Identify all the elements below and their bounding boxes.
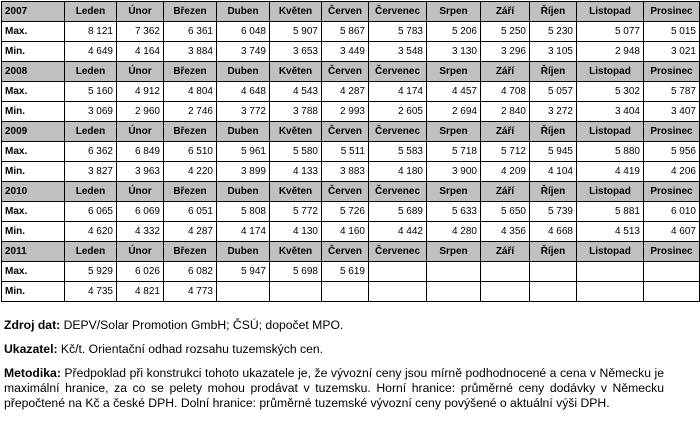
price-cell: 7 362 [117,22,164,42]
price-cell: 5 057 [530,82,577,102]
price-cell: 5 302 [577,82,644,102]
month-header: Leden [65,2,117,22]
price-cell: 3 772 [217,102,270,122]
row-label-min: Min. [2,162,65,182]
price-cell: 6 082 [164,262,217,282]
table-row-max [2,262,700,282]
price-cell: 5 250 [481,22,530,42]
price-cell: 3 963 [117,162,164,182]
price-cell: 5 787 [644,82,700,102]
price-cell: 4 457 [427,82,481,102]
price-cell: 5 956 [644,142,700,162]
month-header: Březen [164,62,217,82]
price-cell: 4 287 [164,222,217,242]
price-cell: 5 808 [217,202,270,222]
price-cell: 5 206 [427,22,481,42]
month-header: Listopad [577,242,644,262]
year-label: 2010 [2,182,65,202]
source-text: DEPV/Solar Promotion GmbH; ČSÚ; dopočet MPO. [63,318,344,332]
price-cell: 3 884 [164,42,217,62]
month-header: Srpen [427,122,481,142]
price-cell: 5 961 [217,142,270,162]
price-cell: 4 287 [322,82,369,102]
price-cell: 6 065 [65,202,117,222]
price-cell: 2 840 [481,102,530,122]
price-cell: 3 105 [530,42,577,62]
month-header: Červenec [369,2,427,22]
month-header: Únor [117,242,164,262]
price-cell: 5 015 [644,22,700,42]
month-header: Prosinec [644,2,700,22]
price-cell: 4 648 [217,82,270,102]
price-cell: 6 362 [65,142,117,162]
price-cell: 5 929 [65,262,117,282]
indicator-text: Kč/t. Orientační odhad rozsahu tuzemských cen. [60,342,324,356]
month-header: Listopad [577,2,644,22]
price-cell: 6 849 [117,142,164,162]
source-note [4,318,664,333]
month-header: Květen [270,122,322,142]
month-header: Listopad [577,182,644,202]
price-cell [217,282,270,302]
price-cell: 6 010 [644,202,700,222]
price-cell [530,262,577,282]
month-header: Říjen [530,242,577,262]
month-header: Duben [217,182,270,202]
price-cell: 5 712 [481,142,530,162]
month-header: Duben [217,62,270,82]
price-cell: 5 718 [427,142,481,162]
price-cell [427,262,481,282]
row-label-min: Min. [2,222,65,242]
price-cell: 3 653 [270,42,322,62]
price-cell: 4 804 [164,82,217,102]
price-cell: 4 206 [644,162,700,182]
month-header: Březen [164,182,217,202]
price-cell: 3 548 [369,42,427,62]
year-header-row [2,62,700,82]
price-cell: 5 772 [270,202,322,222]
price-cell: 4 912 [117,82,164,102]
price-cell: 2 993 [322,102,369,122]
year-label: 2007 [2,2,65,22]
price-cell [270,282,322,302]
price-cell: 3 130 [427,42,481,62]
month-header: Leden [65,122,117,142]
price-cell: 3 788 [270,102,322,122]
price-cell: 4 332 [117,222,164,242]
month-header: Leden [65,62,117,82]
month-header: Prosinec [644,122,700,142]
price-cell: 4 209 [481,162,530,182]
price-cell: 4 649 [65,42,117,62]
price-cell: 5 580 [270,142,322,162]
month-header: Únor [117,122,164,142]
month-header: Červenec [369,62,427,82]
month-header: Září [481,62,530,82]
price-cell: 4 164 [117,42,164,62]
price-cell: 4 133 [270,162,322,182]
method-note [4,366,664,411]
table-row-max [2,82,700,102]
price-cell: 3 883 [322,162,369,182]
price-cell: 3 021 [644,42,700,62]
source-label: Zdroj dat: [4,318,61,332]
price-cell: 3 449 [322,42,369,62]
price-cell: 4 607 [644,222,700,242]
price-cell: 5 867 [322,22,369,42]
month-header: Duben [217,242,270,262]
price-cell: 5 633 [427,202,481,222]
month-header: Listopad [577,62,644,82]
price-cell: 3 899 [217,162,270,182]
table-row-min [2,42,700,62]
price-cell: 4 442 [369,222,427,242]
month-header: Prosinec [644,182,700,202]
price-cell [644,282,700,302]
price-cell: 5 230 [530,22,577,42]
price-cell [322,282,369,302]
price-cell [577,282,644,302]
row-label-max: Max. [2,82,65,102]
month-header: Září [481,2,530,22]
price-cell: 5 739 [530,202,577,222]
table-row-min [2,102,700,122]
price-cell: 3 296 [481,42,530,62]
price-cell [427,282,481,302]
price-cell: 6 048 [217,22,270,42]
month-header: Srpen [427,2,481,22]
method-label: Metodika: [4,366,61,380]
month-header: Září [481,182,530,202]
price-cell: 3 069 [65,102,117,122]
price-cell: 4 220 [164,162,217,182]
price-cell: 3 407 [644,102,700,122]
row-label-min: Min. [2,102,65,122]
price-cell: 6 361 [164,22,217,42]
price-cell: 4 174 [369,82,427,102]
table-row-max [2,142,700,162]
month-header: Únor [117,2,164,22]
price-cell: 4 160 [322,222,369,242]
price-cell: 6 051 [164,202,217,222]
price-table-body [2,2,700,302]
month-header: Září [481,242,530,262]
month-header: Říjen [530,122,577,142]
method-text: Předpoklad při konstrukci tohoto ukazatele je, že vývozní ceny jsou mírně podhodnocené a cena v Německu je maximální hranice, za co se pelety mohou prodávat v tuzemsku. Horní hranice: průměrné ceny dodávky v Německu přepočtené na Kč a české DPH. Dolní hranice: průměrné tuzemské vývozní ceny povýšené o aktuální výši DPH. [4,366,664,410]
price-cell [369,282,427,302]
year-header-row [2,182,700,202]
table-row-max [2,202,700,222]
price-cell: 4 821 [117,282,164,302]
price-cell: 5 698 [270,262,322,282]
month-header: Říjen [530,182,577,202]
price-cell: 5 689 [369,202,427,222]
row-label-max: Max. [2,142,65,162]
month-header: Červen [322,182,369,202]
price-cell: 4 104 [530,162,577,182]
price-cell: 4 773 [164,282,217,302]
price-cell: 5 880 [577,142,644,162]
price-cell: 4 708 [481,82,530,102]
price-cell: 5 650 [481,202,530,222]
table-row-max [2,22,700,42]
price-cell: 6 026 [117,262,164,282]
price-cell [530,282,577,302]
month-header: Leden [65,242,117,262]
price-cell: 5 511 [322,142,369,162]
price-cell: 3 272 [530,102,577,122]
price-cell: 4 180 [369,162,427,182]
price-cell: 5 619 [322,262,369,282]
year-label: 2008 [2,62,65,82]
price-cell [644,262,700,282]
year-header-row [2,242,700,262]
month-header: Prosinec [644,62,700,82]
month-header: Duben [217,2,270,22]
month-header: Srpen [427,182,481,202]
year-label: 2011 [2,242,65,262]
table-row-min [2,282,700,302]
month-header: Červenec [369,182,427,202]
price-cell [481,262,530,282]
price-cell: 2 605 [369,102,427,122]
price-cell: 5 947 [217,262,270,282]
price-cell: 5 907 [270,22,322,42]
price-cell: 4 620 [65,222,117,242]
price-cell: 2 960 [117,102,164,122]
price-cell: 4 543 [270,82,322,102]
month-header: Červen [322,122,369,142]
row-label-max: Max. [2,202,65,222]
month-header: Duben [217,122,270,142]
month-header: Červenec [369,122,427,142]
month-header: Říjen [530,62,577,82]
price-cell: 2 948 [577,42,644,62]
month-header: Únor [117,62,164,82]
price-cell: 4 668 [530,222,577,242]
price-cell: 5 945 [530,142,577,162]
price-table [1,1,700,302]
price-cell: 2 694 [427,102,481,122]
row-label-min: Min. [2,282,65,302]
year-header-row [2,122,700,142]
price-cell [481,282,530,302]
price-cell: 5 726 [322,202,369,222]
price-cell: 6 510 [164,142,217,162]
price-cell [577,262,644,282]
row-label-max: Max. [2,262,65,282]
month-header: Prosinec [644,242,700,262]
month-header: Srpen [427,242,481,262]
price-cell: 3 404 [577,102,644,122]
price-cell: 3 900 [427,162,481,182]
month-header: Září [481,122,530,142]
price-cell [369,262,427,282]
year-header-row [2,2,700,22]
price-cell: 4 419 [577,162,644,182]
table-row-min [2,162,700,182]
price-cell: 4 130 [270,222,322,242]
price-cell: 4 513 [577,222,644,242]
price-cell: 3 827 [65,162,117,182]
month-header: Únor [117,182,164,202]
month-header: Květen [270,62,322,82]
indicator-label: Ukazatel: [4,342,58,356]
month-header: Květen [270,2,322,22]
row-label-min: Min. [2,42,65,62]
indicator-note [4,342,664,357]
row-label-max: Max. [2,22,65,42]
month-header: Červen [322,242,369,262]
month-header: Červen [322,62,369,82]
month-header: Březen [164,2,217,22]
notes-section [4,318,664,420]
month-header: Říjen [530,2,577,22]
price-cell: 4 356 [481,222,530,242]
month-header: Březen [164,122,217,142]
price-cell: 5 881 [577,202,644,222]
price-cell: 4 280 [427,222,481,242]
month-header: Květen [270,182,322,202]
price-cell: 5 583 [369,142,427,162]
month-header: Listopad [577,122,644,142]
month-header: Leden [65,182,117,202]
month-header: Březen [164,242,217,262]
price-cell: 2 746 [164,102,217,122]
price-cell: 5 160 [65,82,117,102]
price-cell: 3 749 [217,42,270,62]
year-label: 2009 [2,122,65,142]
month-header: Červenec [369,242,427,262]
month-header: Srpen [427,62,481,82]
price-cell: 8 121 [65,22,117,42]
month-header: Květen [270,242,322,262]
price-cell: 5 077 [577,22,644,42]
price-cell: 6 069 [117,202,164,222]
table-row-min [2,222,700,242]
price-cell: 4 174 [217,222,270,242]
price-cell: 4 735 [65,282,117,302]
price-cell: 5 783 [369,22,427,42]
month-header: Červen [322,2,369,22]
